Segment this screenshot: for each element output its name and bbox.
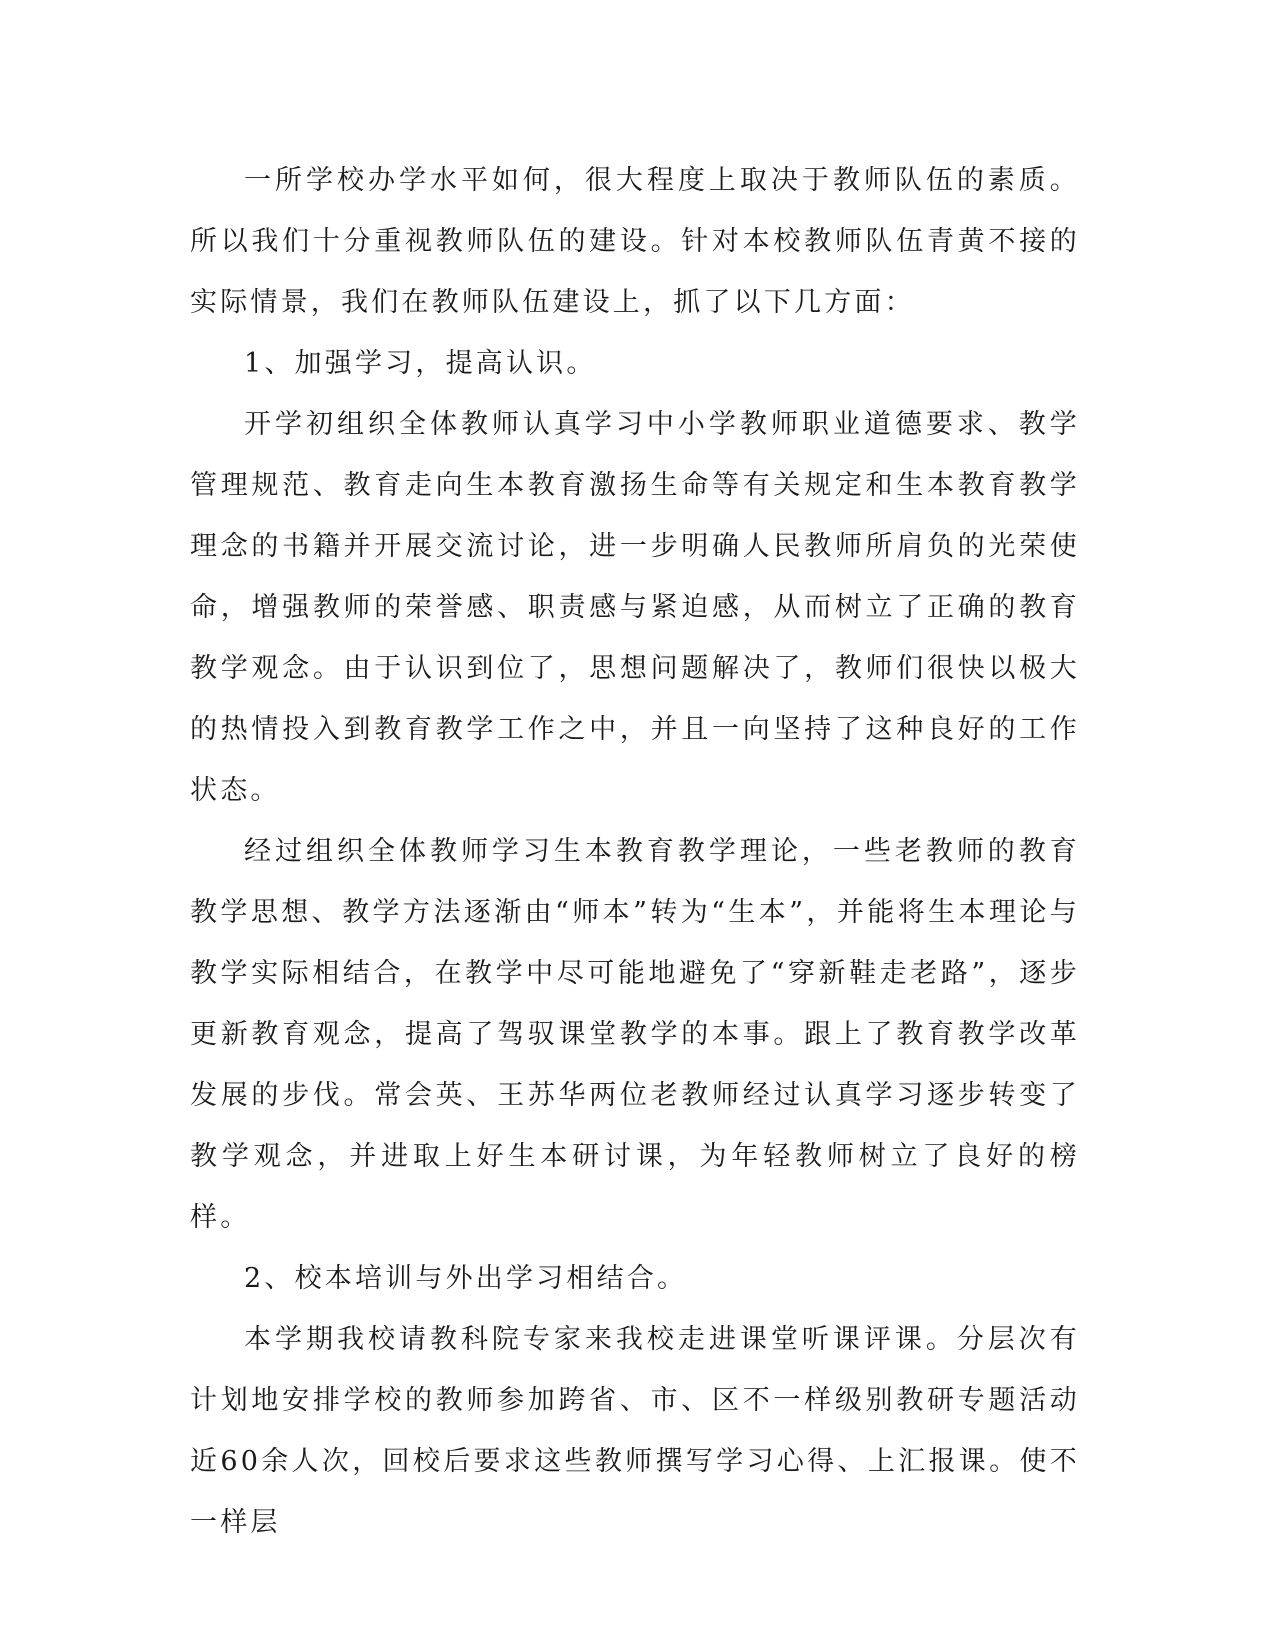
paragraph-training: 本学期我校请教科院专家来我校走进课堂听课评课。分层次有计划地安排学校的教师参加跨省、市、区不一样级别教研专题活动近60余人次，回校后要求这些教师撰写学习心得、上汇报课。使不一样层 <box>190 1324 1080 1538</box>
paragraph-student-centered-theory: 经过组织全体教师学习生本教育教学理论，一些老教师的教育教学思想、教学方法逐渐由“师本”转为“生本”，并能将生本理论与教学实际相结合，在教学中尽可能地避免了“穿新鞋走老路”，逐步更新教育观念，提高了驾驭课堂教学的本事。跟上了教育教学改革发展的步伐。常会英、王苏华两位老教师经过认真学习逐步转变了教学观念，并进取上好生本研讨课，为年轻教师树立了良好的榜样。 <box>190 836 1080 1233</box>
document-body <box>190 150 1080 1553</box>
paragraph-intro: 一所学校办学水平如何，很大程度上取决于教师队伍的素质。所以我们十分重视教师队伍的建设。针对本校教师队伍青黄不接的实际情景，我们在教师队伍建设上，抓了以下几方面： <box>190 165 1080 318</box>
paragraph-study-organization: 开学初组织全体教师认真学习中小学教师职业道德要求、教学管理规范、教育走向生本教育激扬生命等有关规定和生本教育教学理念的书籍并开展交流讨论，进一步明确人民教师所肩负的光荣使命，增强教师的荣誉感、职责感与紧迫感，从而树立了正确的教育教学观念。由于认识到位了，思想问题解决了，教师们很快以极大的热情投入到教育教学工作之中，并且一向坚持了这种良好的工作状态。 <box>190 409 1080 806</box>
heading-2-training: 2、校本培训与外出学习相结合。 <box>244 1263 688 1294</box>
heading-1-strengthen-study: 1、加强学习，提高认识。 <box>244 348 597 379</box>
